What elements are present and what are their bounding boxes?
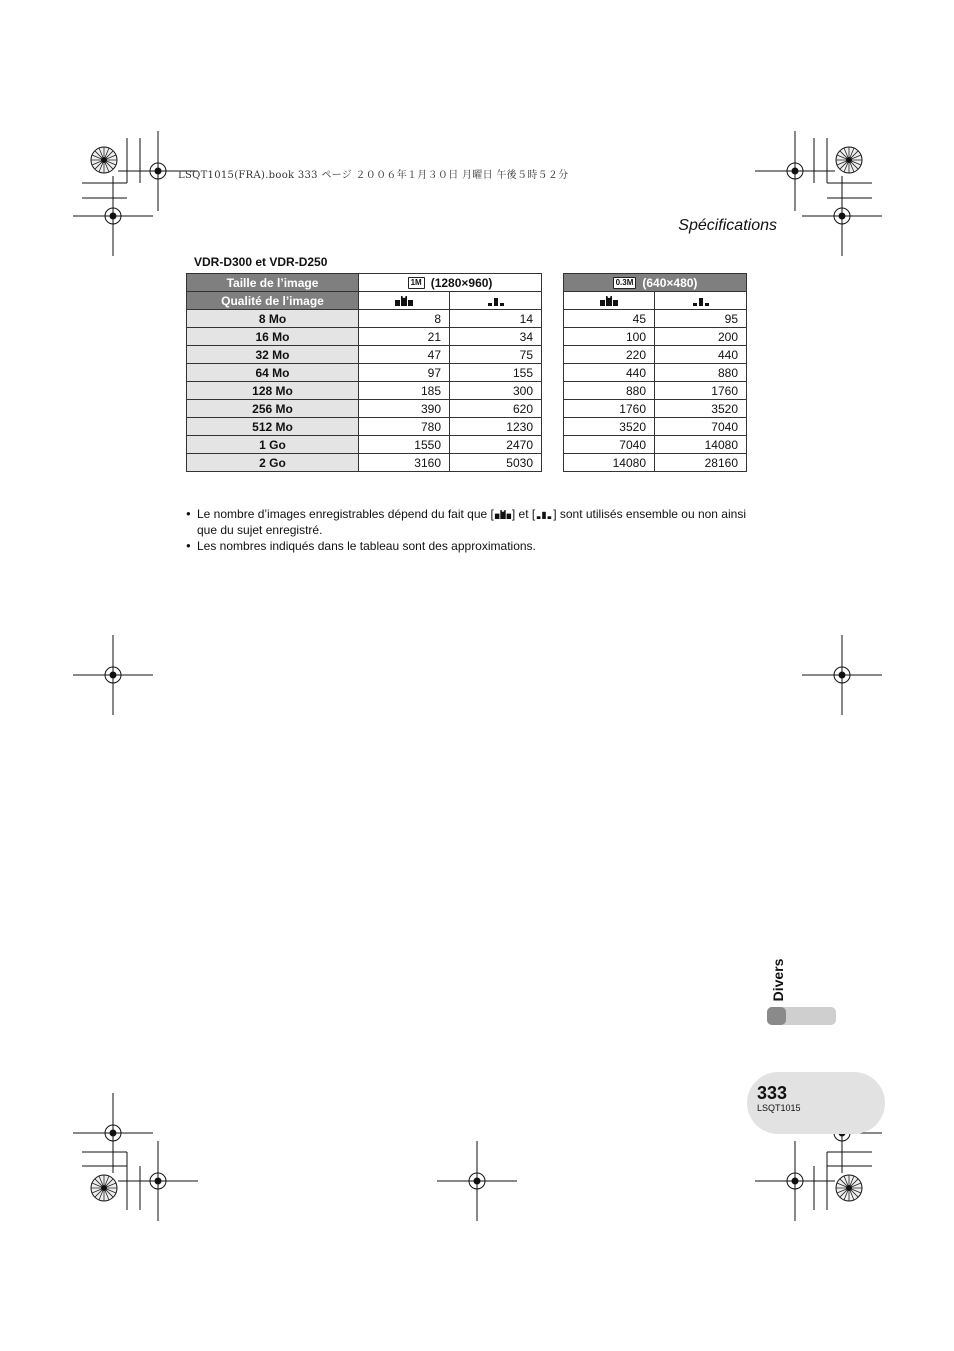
- crosshair-mark: [73, 176, 153, 256]
- fine-quality-icon: [394, 295, 414, 307]
- count-cell: 14080: [655, 436, 747, 454]
- print-header: LSQT1015(FRA).book 333 ページ ２００６年１月３０日 月曜日 午後５時５２分: [178, 170, 569, 181]
- count-cell: 5030: [450, 454, 542, 472]
- count-cell: 620: [450, 400, 542, 418]
- table-row: [187, 364, 542, 382]
- normal-quality-cell: [655, 292, 747, 310]
- page-number: 333: [757, 1083, 788, 1103]
- note1-text-a: Le nombre d’images enregistrables dépend du fait que [: [197, 507, 494, 521]
- table-row: [564, 418, 747, 436]
- table-row: [564, 328, 747, 346]
- capacity-cell: 128 Mo: [187, 382, 359, 400]
- crosshair-mark: [802, 635, 882, 715]
- table-row: [187, 382, 542, 400]
- count-cell: 185: [359, 382, 450, 400]
- crosshair-mark: [437, 1141, 517, 1221]
- bullet-icon: ●: [186, 541, 191, 550]
- count-cell: 390: [359, 400, 450, 418]
- count-cell: 95: [655, 310, 747, 328]
- count-cell: 880: [655, 364, 747, 382]
- fine-quality-icon: [494, 509, 512, 520]
- capacity-cell: 512 Mo: [187, 418, 359, 436]
- count-cell: 21: [359, 328, 450, 346]
- size-header-row: [187, 274, 542, 292]
- quality-header-row: [564, 292, 747, 310]
- count-cell: 97: [359, 364, 450, 382]
- count-cell: 1760: [655, 382, 747, 400]
- count-cell: 200: [655, 328, 747, 346]
- crosshair-mark: [755, 131, 835, 211]
- capacity-cell: 256 Mo: [187, 400, 359, 418]
- table-row: [564, 436, 747, 454]
- size-1280-label: (1280×960): [430, 275, 493, 290]
- table-row: [564, 382, 747, 400]
- crosshair-mark: [118, 1141, 198, 1221]
- count-cell: 1230: [450, 418, 542, 436]
- crosshair-mark: [802, 176, 882, 256]
- notes: [186, 506, 746, 554]
- capacity-cell: 32 Mo: [187, 346, 359, 364]
- table-row: [564, 454, 747, 472]
- count-cell: 440: [655, 346, 747, 364]
- count-cell: 780: [359, 418, 450, 436]
- count-cell: 220: [564, 346, 655, 364]
- section-title: Spécifications: [678, 217, 777, 234]
- fine-quality-icon: [599, 295, 619, 307]
- starburst-mark: [91, 1175, 117, 1201]
- table-row: [187, 418, 542, 436]
- note-item: [186, 538, 746, 554]
- capacity-cell: 16 Mo: [187, 328, 359, 346]
- table-row: [187, 310, 542, 328]
- side-tab-active-segment: [767, 1007, 786, 1025]
- image-size-header: Taille de l’image: [187, 274, 359, 292]
- size-1280-header: [359, 274, 542, 292]
- table-row: [187, 400, 542, 418]
- count-cell: 880: [564, 382, 655, 400]
- model-title: VDR-D300 et VDR-D250: [194, 255, 328, 269]
- crosshair-mark: [73, 635, 153, 715]
- count-cell: 47: [359, 346, 450, 364]
- table-row: [187, 328, 542, 346]
- count-cell: 7040: [564, 436, 655, 454]
- fine-quality-cell: [359, 292, 450, 310]
- note1-text-b: ] et [: [511, 507, 536, 521]
- starburst-mark: [91, 147, 117, 173]
- side-tab-indicator: [767, 1007, 836, 1025]
- size-640-label: (640×480): [642, 275, 698, 290]
- size-1m-badge: 1M: [408, 277, 425, 289]
- table-row: [187, 436, 542, 454]
- count-cell: 7040: [655, 418, 747, 436]
- count-cell: 14080: [564, 454, 655, 472]
- table-row: [187, 346, 542, 364]
- count-cell: 3160: [359, 454, 450, 472]
- note2-text: Les nombres indiqués dans le tableau sont des approximations.: [197, 539, 536, 553]
- fine-quality-cell: [564, 292, 655, 310]
- table-row: [564, 364, 747, 382]
- size-header-row: [564, 274, 747, 292]
- capacity-cell: 1 Go: [187, 436, 359, 454]
- count-cell: 100: [564, 328, 655, 346]
- note-item: [186, 506, 746, 538]
- table-row: [564, 310, 747, 328]
- count-cell: 34: [450, 328, 542, 346]
- side-tab-label: Divers: [770, 958, 786, 1002]
- count-cell: 28160: [655, 454, 747, 472]
- count-cell: 155: [450, 364, 542, 382]
- bullet-icon: ●: [186, 509, 191, 518]
- crosshair-mark: [73, 1093, 153, 1173]
- count-cell: 440: [564, 364, 655, 382]
- count-cell: 1550: [359, 436, 450, 454]
- count-cell: 14: [450, 310, 542, 328]
- count-cell: 2470: [450, 436, 542, 454]
- table-row: [187, 454, 542, 472]
- count-cell: 8: [359, 310, 450, 328]
- table-row: [564, 346, 747, 364]
- size-640-header: [564, 274, 747, 292]
- capacity-cell: 2 Go: [187, 454, 359, 472]
- quality-header-row: [187, 292, 542, 310]
- count-cell: 1760: [564, 400, 655, 418]
- count-cell: 75: [450, 346, 542, 364]
- count-cell: 3520: [655, 400, 747, 418]
- count-cell: 45: [564, 310, 655, 328]
- page-code: LSQT1015: [757, 1103, 801, 1113]
- note1-text-c: ] sont utilisés ensemble ou non ainsi que du sujet enregistré.: [197, 507, 746, 537]
- capacity-cell: 8 Mo: [187, 310, 359, 328]
- count-cell: 3520: [564, 418, 655, 436]
- size-03m-badge: 0.3M: [613, 277, 637, 289]
- capacity-cell: 64 Mo: [187, 364, 359, 382]
- crosshair-mark: [755, 1141, 835, 1221]
- capacity-table-1280: [186, 273, 542, 472]
- count-cell: 300: [450, 382, 542, 400]
- starburst-mark: [836, 1175, 862, 1201]
- image-quality-header: Qualité de l’image: [187, 292, 359, 310]
- capacity-table-640: [563, 273, 747, 472]
- normal-quality-cell: [450, 292, 542, 310]
- normal-quality-icon: [691, 295, 711, 307]
- starburst-mark: [836, 147, 862, 173]
- table-row: [564, 400, 747, 418]
- normal-quality-icon: [486, 295, 506, 307]
- normal-quality-icon: [535, 509, 553, 520]
